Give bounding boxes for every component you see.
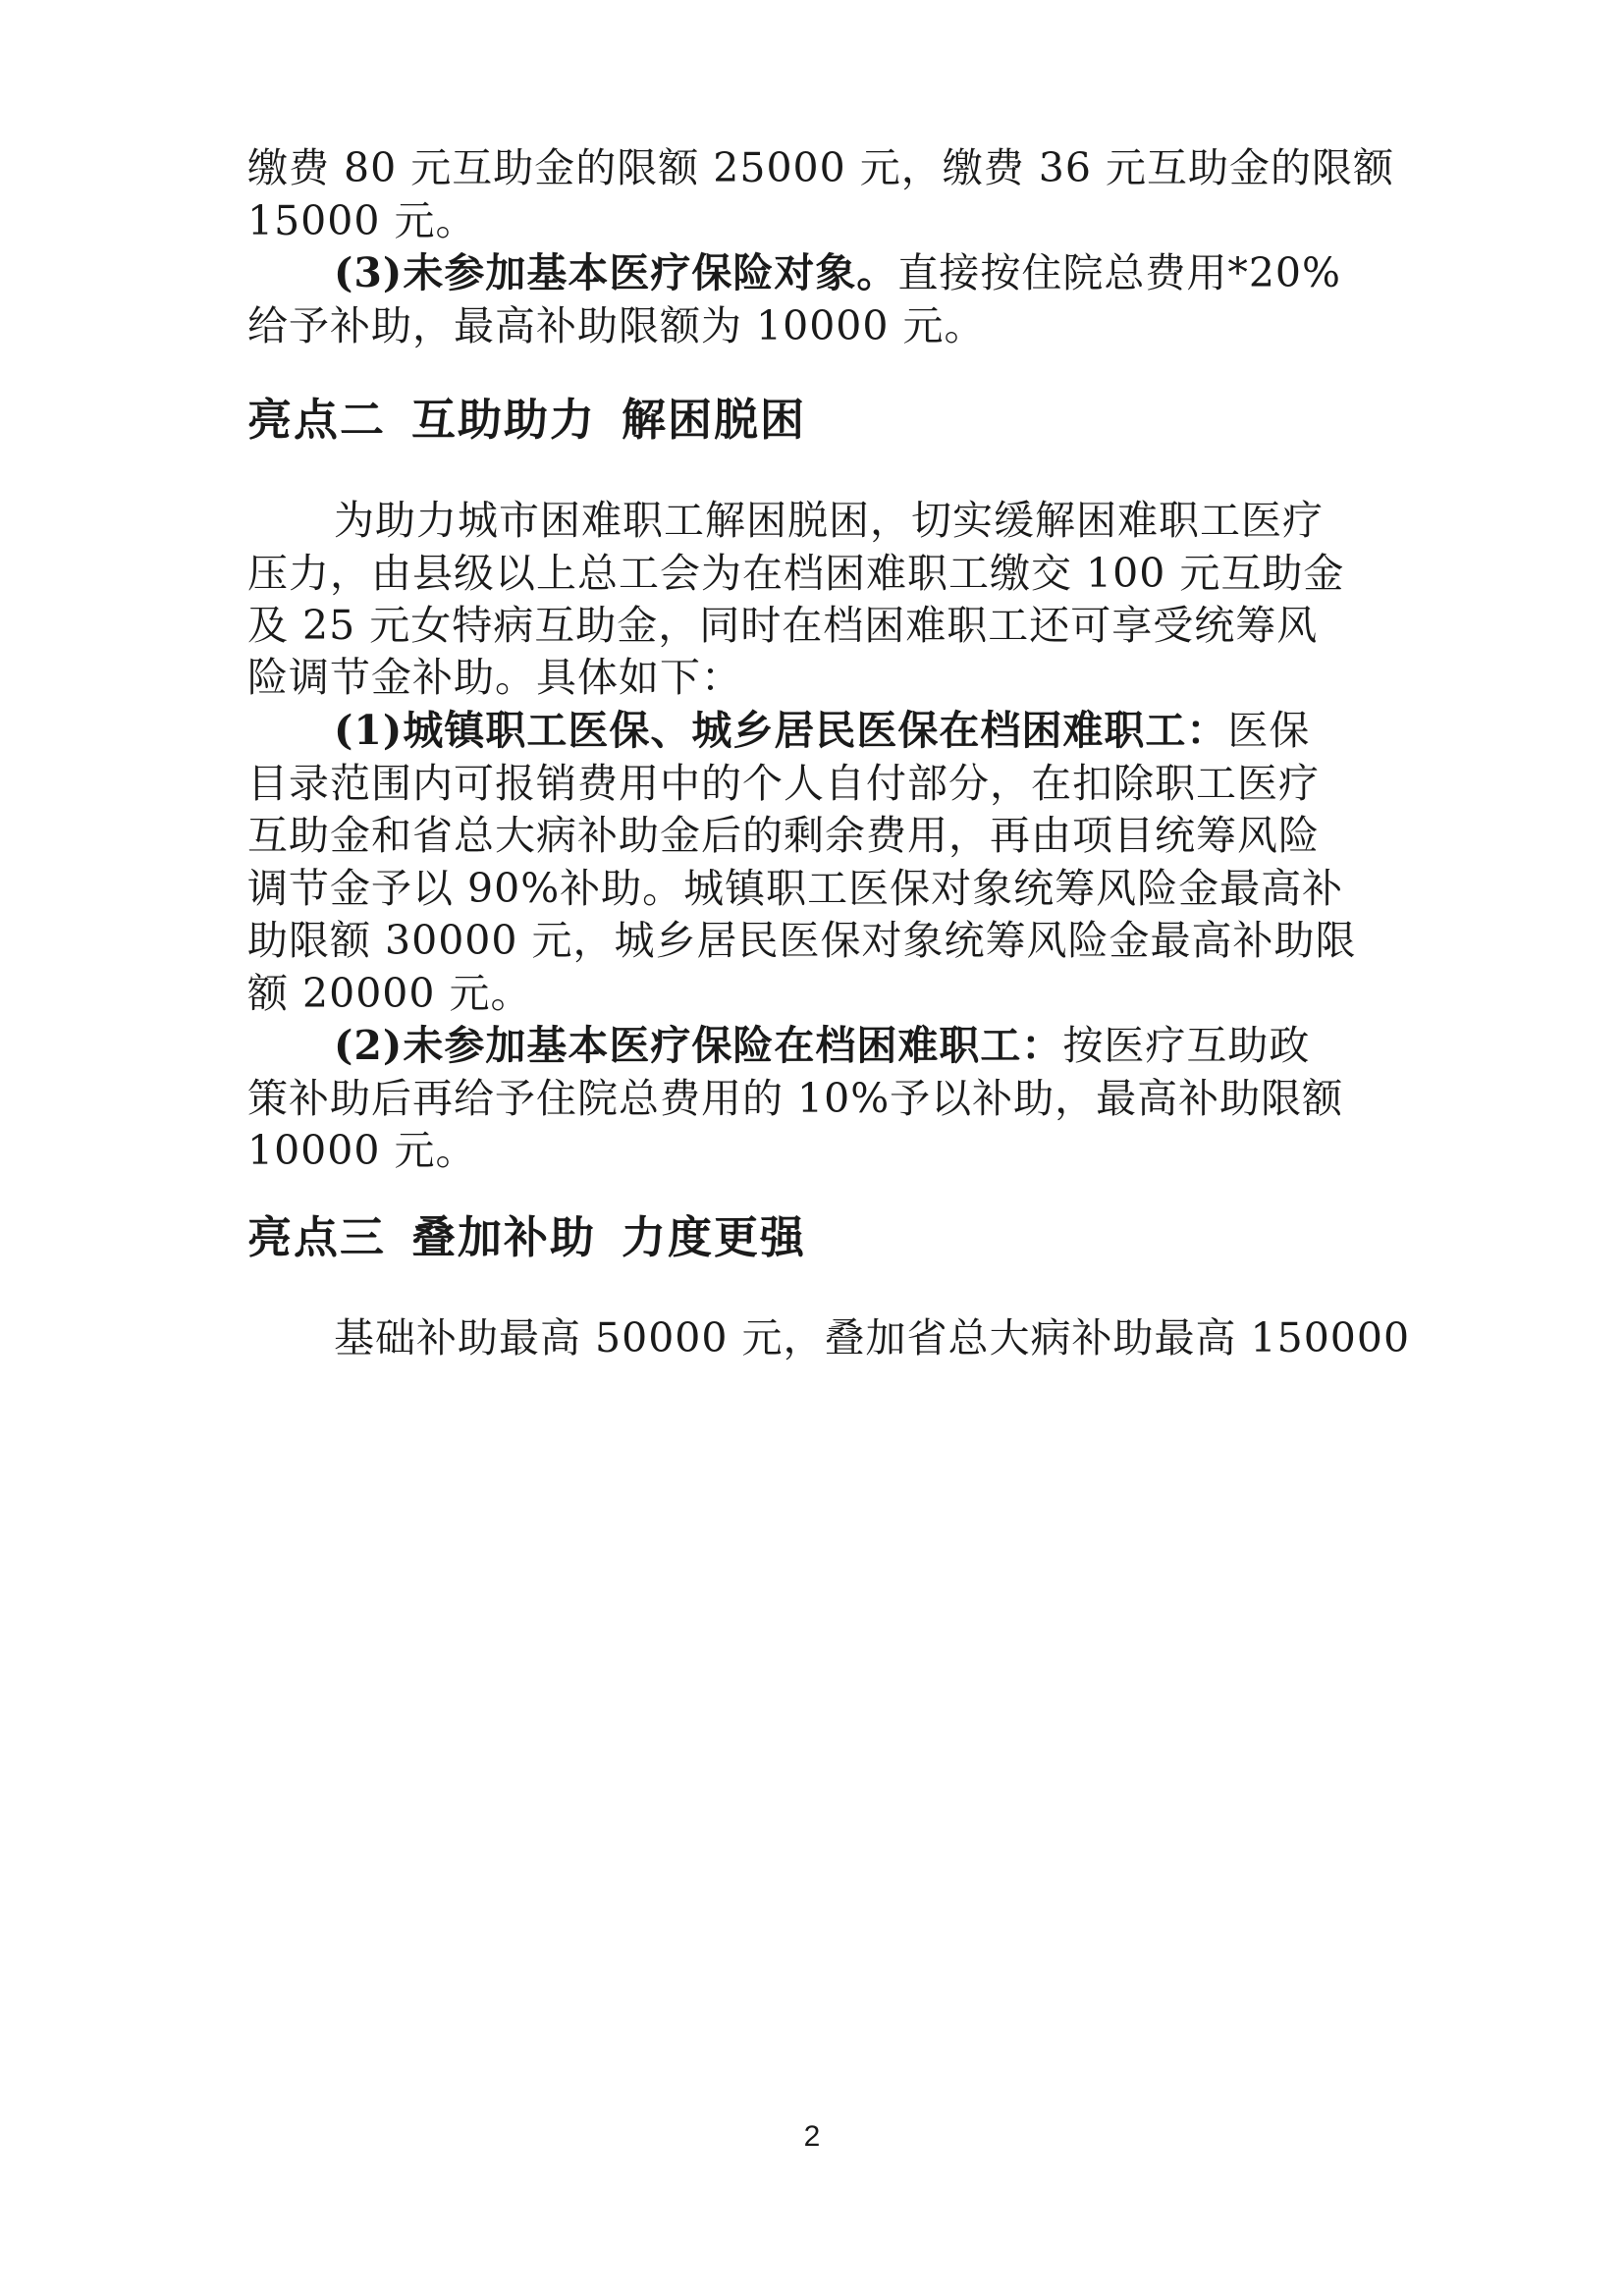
text-line: 15000 元。 bbox=[247, 197, 477, 244]
text-line: 及 25 元女特病互助金，同时在档困难职工还可享受统筹风 bbox=[247, 602, 1319, 649]
heading-phrase: 解困脱困 bbox=[622, 394, 807, 446]
text-line: 目录范围内可报销费用中的个人自付部分，在扣除职工医疗 bbox=[247, 760, 1320, 807]
heading-phrase: 叠加补助 bbox=[411, 1211, 597, 1263]
item-text: 医保 bbox=[1227, 707, 1311, 754]
text-line bbox=[334, 703, 1310, 758]
heading-label: 亮点三 bbox=[247, 1211, 387, 1263]
item-text: 直接按住院总费用*20% bbox=[897, 249, 1341, 296]
text-line bbox=[334, 245, 1341, 300]
item-title: (3)未参加基本医疗保险对象。 bbox=[334, 249, 898, 296]
item-title: (1)城镇职工医保、城乡居民医保在档困难职工： bbox=[334, 707, 1228, 754]
text-line: 险调节金补助。具体如下： bbox=[247, 654, 742, 701]
page-number: 2 bbox=[803, 2120, 821, 2153]
text-line: 10000 元。 bbox=[247, 1127, 477, 1174]
text-line: 基础补助最高 50000 元，叠加省总大病补助最高 150000 bbox=[334, 1314, 1411, 1362]
text-line: 互助金和省总大病补助金后的剩余费用，再由项目统筹风险 bbox=[247, 812, 1320, 859]
section-heading-highlight-two bbox=[247, 391, 806, 450]
text-line bbox=[334, 1018, 1310, 1073]
item-title: (2)未参加基本医疗保险在档困难职工： bbox=[334, 1022, 1063, 1069]
item-text: 按医疗互助政 bbox=[1062, 1022, 1311, 1069]
text-line: 缴费 80 元互助金的限额 25000 元，缴费 36 元互助金的限额 bbox=[247, 144, 1394, 191]
text-line: 调节金予以 90%补助。城镇职工医保对象统筹风险金最高补 bbox=[247, 865, 1344, 912]
heading-phrase: 互助助力 bbox=[411, 394, 597, 446]
text-line: 给予补助，最高补助限额为 10000 元。 bbox=[247, 302, 986, 349]
text-line: 为助力城市困难职工解困脱困，切实缓解困难职工医疗 bbox=[334, 497, 1324, 544]
text-line: 压力，由县级以上总工会为在档困难职工缴交 100 元互助金 bbox=[247, 550, 1345, 597]
text-line: 额 20000 元。 bbox=[247, 970, 532, 1017]
section-heading-highlight-three bbox=[247, 1208, 806, 1267]
text-line: 策补助后再给予住院总费用的 10%予以补助，最高补助限额 bbox=[247, 1075, 1344, 1122]
heading-phrase: 力度更强 bbox=[622, 1211, 807, 1263]
text-line: 助限额 30000 元，城乡居民医保对象统筹风险金最高补助限 bbox=[247, 917, 1357, 964]
heading-label: 亮点二 bbox=[247, 394, 387, 446]
